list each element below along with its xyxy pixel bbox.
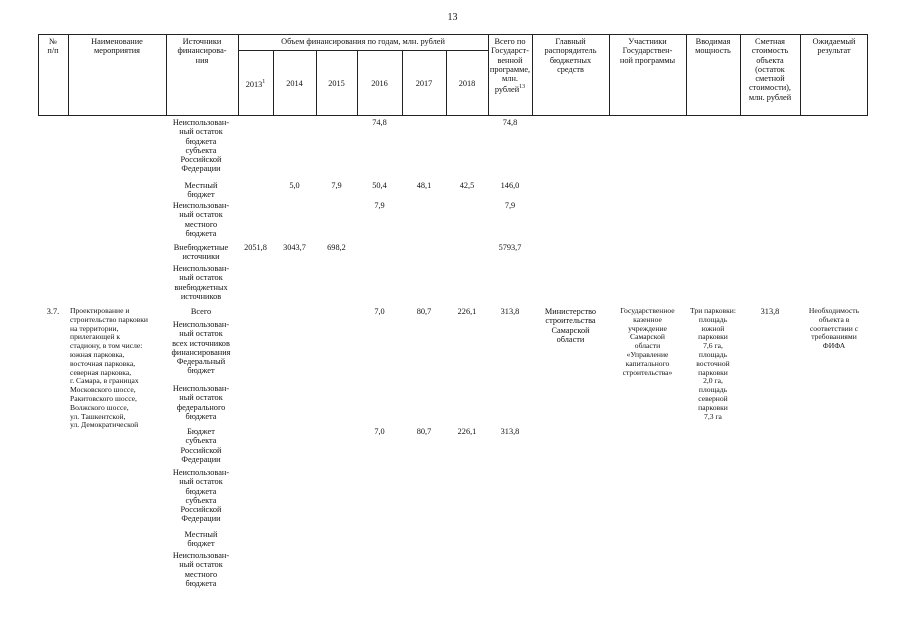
header-participants: Участники Государствен- ной программы: [619, 37, 676, 65]
header-year-2013: [238, 78, 273, 89]
cell-total: 5793,7: [498, 243, 522, 252]
source-label: Неиспользован- ный остаток бюджета субъекта Российской Федерации: [172, 468, 230, 524]
source-label: Неиспользован- ный остаток бюджета субъекта Российской Федерации: [172, 118, 230, 174]
source-label: Всего: [190, 307, 212, 316]
header-total-footnote: 13: [519, 84, 526, 91]
source-label: Неиспользован- ный остаток местного бюджета: [172, 551, 230, 588]
cell-2016: 74,8: [372, 118, 387, 127]
cell-2017: 48,1: [416, 181, 432, 190]
header-sources: Источники финансирова- ния: [177, 37, 227, 65]
cell-total: 146,0: [500, 181, 520, 190]
source-label: Неиспользован- ный остаток всех источников финансирования: [171, 320, 231, 357]
source-label: Неиспользован- ный остаток внебюджетных источников: [172, 264, 230, 301]
item-capacity: Три парковки: площадь южной парковки 7,6 га, площадь восточной парковки 2,0 га, площадь северной парковки 7,3 га: [690, 306, 736, 421]
header-year-2014: 2014: [286, 79, 303, 88]
cell-2018: 226,1: [457, 427, 477, 436]
source-label: Внебюджетные источники: [173, 243, 229, 262]
item-cost: 313,8: [760, 307, 780, 316]
divider: [238, 34, 239, 116]
cell-2017: 80,7: [416, 427, 432, 436]
header-num: № п/п: [47, 37, 59, 56]
cell-2016: 7,0: [374, 307, 385, 316]
cell-2015: 7,9: [331, 181, 342, 190]
divider: [238, 50, 488, 51]
cell-2013: 2051,8: [244, 243, 267, 252]
source-label: Неиспользован- ный остаток федерального бюджета: [172, 384, 230, 421]
source-label: Неиспользован- ный остаток местного бюджета: [172, 201, 230, 238]
cell-total: 7,9: [504, 201, 516, 210]
item-participant: Государственное казенное учреждение Самарской области «Управление капитального строительства»: [620, 306, 675, 377]
year-2013-footnote: 1: [262, 79, 266, 85]
header-year-2015: 2015: [328, 79, 345, 88]
source-label: Местный бюджет: [184, 530, 218, 549]
cell-2018: 42,5: [459, 181, 475, 190]
header-total-label: Всего по Государст- венной программе, млн. рублей: [489, 37, 531, 95]
cell-2017: 80,7: [416, 307, 432, 316]
header-capacity: Вводимая мощность: [695, 37, 731, 56]
cell-2016: 50,4: [372, 181, 387, 190]
page-number: 13: [447, 12, 458, 23]
cell-2014: 3043,7: [283, 243, 306, 252]
source-label: Местный бюджет: [184, 181, 218, 200]
header-year-2017: 2017: [415, 79, 433, 88]
cell-2015: 698,2: [327, 243, 346, 252]
year-2013-label: 2013: [245, 79, 263, 89]
header-result: Ожидаемый результат: [812, 37, 856, 56]
header-name: Наименование мероприятия: [91, 37, 143, 56]
cell-2016: 7,0: [374, 427, 385, 436]
cell-2018: 226,1: [457, 307, 477, 316]
header-total: [488, 37, 532, 95]
header-cost: Сметная стоимость объекта (остаток сметной стоимости), млн. рублей: [748, 37, 792, 102]
header-year-2018: 2018: [458, 79, 476, 88]
cell-2014: 5,0: [289, 181, 300, 190]
cell-total: 74,8: [502, 118, 518, 127]
item-result: Необходимость объекта в соответствии с требованиями ФИФА: [808, 306, 860, 351]
item-name: Проектирование и строительство парковки на территории, прилегающей к стадиону, в том числе: южная парковка, восточная парковка, северная парковка, г. Самара, в границах Московского шоссе, Ракитовского шоссе, Волжского шоссе, ул. Ташкентской, ул. Демократической: [70, 306, 148, 430]
item-manager: Министерство строительства Самарской области: [544, 307, 597, 344]
header-year-2016: 2016: [371, 79, 388, 88]
cell-total: 313,8: [500, 427, 520, 436]
item-number: 3.7.: [46, 307, 60, 316]
source-label: Федеральный бюджет: [176, 357, 226, 376]
cell-total: 313,8: [500, 307, 520, 316]
source-label: Бюджет субъекта Российской Федерации: [180, 427, 222, 464]
header-manager: Главный распорядитель бюджетных средств: [544, 37, 597, 74]
header-volume: Объем финансирования по годам, млн. рублей: [281, 37, 445, 46]
cell-2016: 7,9: [374, 201, 385, 210]
